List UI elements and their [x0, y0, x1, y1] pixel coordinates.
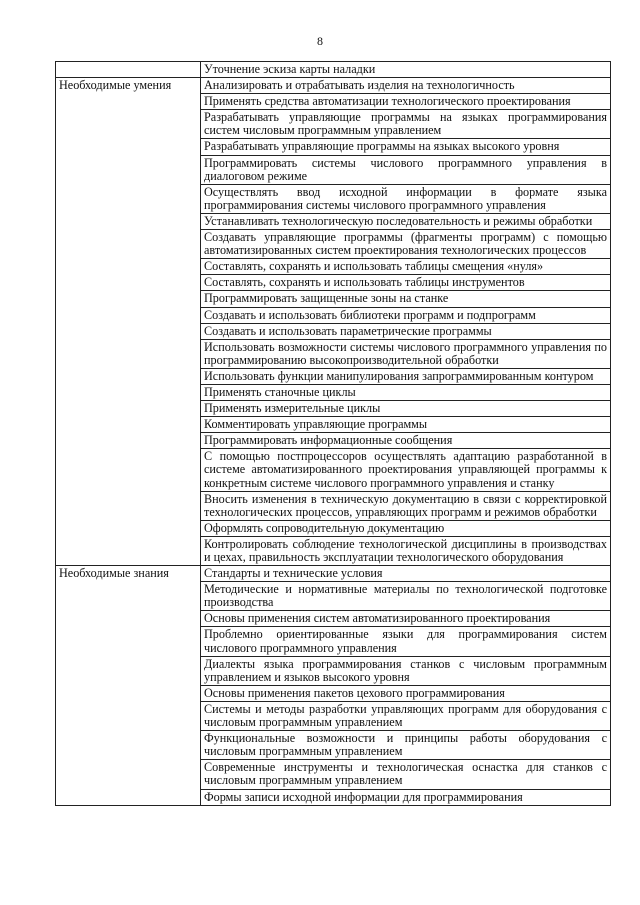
skills-knowledge-table — [55, 61, 611, 806]
section-item-text: Современные инструменты и технологическая оснастка для станков с числовым программным управлением — [204, 760, 607, 788]
section-item-text: Создавать и использовать библиотеки программ и подпрограмм — [204, 307, 536, 322]
page-number: 8 — [317, 34, 323, 48]
section-item — [201, 184, 611, 213]
section-item-text: Использовать функции манипулирования запрограммированным контуром — [204, 368, 594, 383]
table-row — [56, 62, 611, 78]
section-item-text: Применять станочные циклы — [204, 384, 356, 399]
section-item-text: Составлять, сохранять и использовать таблицы смещения «нуля» — [204, 259, 544, 274]
section-label: Необходимые знания — [56, 566, 201, 806]
section-item — [201, 401, 611, 417]
section-item-text: Формы записи исходной информации для программирования — [204, 789, 523, 804]
section-item — [201, 368, 611, 384]
section-item-text: Вносить изменения в техническую документацию в связи с корректировкой технологических процессов, управляющих программ и режимов обработки — [204, 491, 607, 519]
section-item — [201, 701, 611, 730]
empty-label-cell — [56, 62, 201, 78]
section-item — [201, 760, 611, 789]
section-item-text: Устанавливать технологическую последовательность и режимы обработки — [204, 213, 593, 228]
section-item-text: С помощью постпроцессоров осуществлять адаптацию разработанной в системе автоматизированного проектирования управляющей программы к конкретным системе числового программного управления и станку — [204, 449, 607, 490]
section-item-text: Системы и методы разработки управляющих программ для оборудования с числовым программным управлением — [204, 701, 607, 730]
section-item — [201, 520, 611, 536]
section-item — [201, 536, 611, 565]
section-item — [201, 78, 611, 94]
section-item — [201, 789, 611, 805]
section-item-text: Анализировать и отрабатывать изделия на технологичность — [204, 78, 515, 93]
section-item-text: Основы применения систем автоматизированного проектирования — [204, 611, 551, 626]
section-item-text: Стандарты и технические условия — [204, 566, 383, 581]
section-item — [201, 656, 611, 685]
section-item-text: Основы применения пакетов цехового программирования — [204, 685, 505, 700]
section-item-text: Программировать информационные сообщения — [204, 433, 453, 448]
section-item — [201, 611, 611, 627]
section-item-text: Применять измерительные циклы — [204, 401, 381, 416]
section-item — [201, 566, 611, 582]
section-item-text: Программировать защищенные зоны на станке — [204, 291, 449, 306]
section-item — [201, 685, 611, 701]
section-item — [201, 582, 611, 611]
section-item — [201, 94, 611, 110]
section-label: Необходимые умения — [56, 78, 201, 566]
section-item — [201, 323, 611, 339]
section-item — [201, 259, 611, 275]
section-item-text: Разрабатывать управляющие программы на языках высокого уровня — [204, 139, 560, 154]
section-item — [201, 213, 611, 229]
section-item — [201, 491, 611, 520]
section-item-text: Проблемно ориентированные языки для программирования систем числового программного управления — [204, 627, 607, 655]
section-item-text: Осуществлять ввод исходной информации в формате языка программирования системы числового программного управления — [204, 184, 607, 212]
section-item — [201, 731, 611, 760]
section-item-text: Создавать управляющие программы (фрагменты программ) с помощью автоматизированных систем проектирования технологических процессов — [204, 230, 607, 258]
section-item — [201, 139, 611, 155]
section-item-text: Применять средства автоматизации технологического проектирования — [204, 94, 571, 109]
section-item-text: Использовать возможности системы числового программного управления по программированию высокопроизводительной обработки — [204, 339, 607, 367]
section-item-text: Создавать и использовать параметрические программы — [204, 323, 492, 338]
section-item — [201, 384, 611, 400]
section-item-text: Функциональные возможности и принципы работы оборудования с числовым программным управлением — [204, 731, 607, 759]
section-item-text: Методические и нормативные материалы по технологической подготовке производства — [204, 582, 607, 610]
table-row — [56, 78, 611, 94]
intro-item: Уточнение эскиза карты наладки — [201, 62, 611, 78]
table-row — [56, 566, 611, 582]
section-item — [201, 339, 611, 368]
section-item-text: Программировать системы числового программного управления в диалоговом режиме — [204, 155, 607, 183]
section-item — [201, 155, 611, 184]
section-item-text: Диалекты языка программирования станков с числовым программным управлением и языков высокого уровня — [204, 656, 607, 684]
section-item-text: Комментировать управляющие программы — [204, 417, 428, 432]
section-item-text: Разрабатывать управляющие программы на языках программирования систем числовым программным управлением — [204, 110, 607, 138]
section-item — [201, 433, 611, 449]
section-item-text: Оформлять сопроводительную документацию — [204, 520, 445, 535]
section-item — [201, 230, 611, 259]
section-item — [201, 307, 611, 323]
section-item-text: Контролировать соблюдение технологической дисциплины в производствах и цехах, правильность эксплуатации технологического оборудования — [204, 536, 607, 564]
section-item-text: Составлять, сохранять и использовать таблицы инструментов — [204, 275, 525, 290]
section-item — [201, 291, 611, 307]
section-item — [201, 110, 611, 139]
section-item — [201, 627, 611, 656]
section-item — [201, 275, 611, 291]
section-item — [201, 417, 611, 433]
section-item — [201, 449, 611, 491]
